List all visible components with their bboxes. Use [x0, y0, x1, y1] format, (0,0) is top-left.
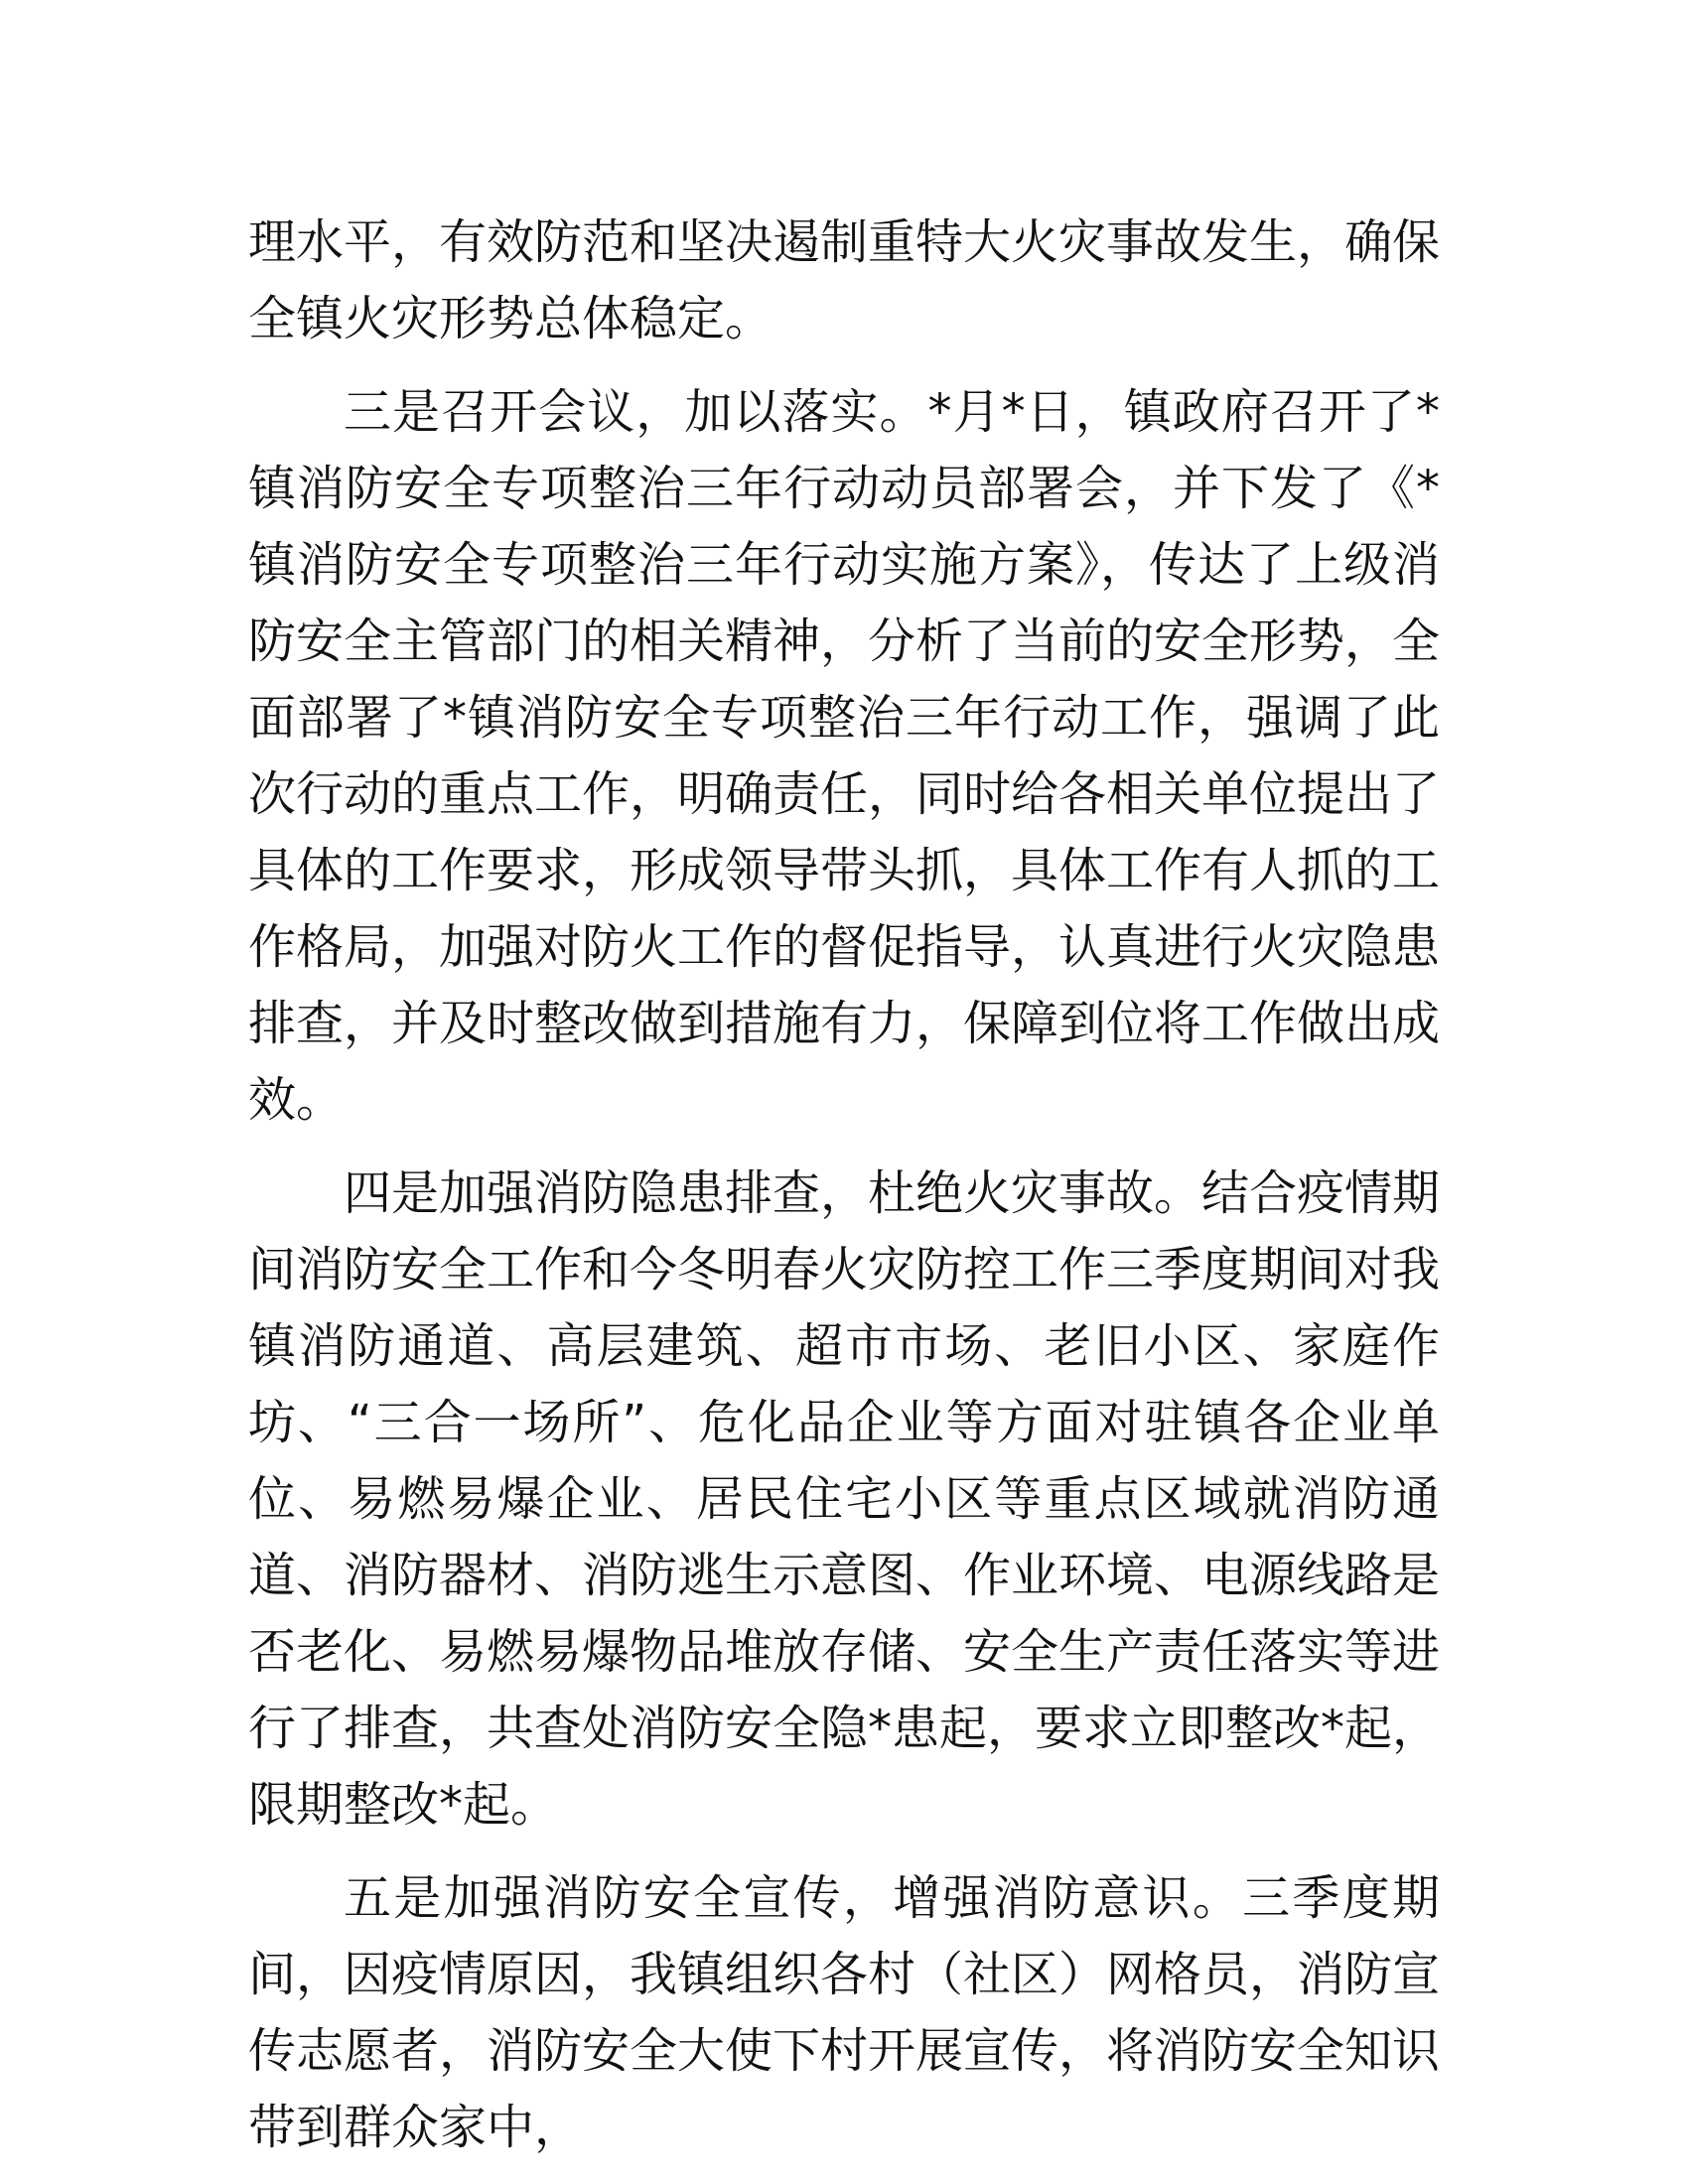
paragraph-4: 五是加强消防安全宣传，增强消防意识。三季度期间，因疫情原因，我镇组织各村（社区）网格员，消防宣传志愿者，消防安全大使下村开展宣传，将消防安全知识带到群众家中， — [248, 1870, 1441, 2155]
paragraph-3: 四是加强消防隐患排查，杜绝火灾事故。结合疫情期间消防安全工作和今冬明春火灾防控工作三季度期间对我镇消防通道、高层建筑、超市市场、老旧小区、家庭作坊、“三合一场所”、危化品企业等方面对驻镇各企业单位、易燃易爆企业、居民住宅小区等重点区域就消防通道、消防器材、消防逃生示意图、作业环境、电源线路是否老化、易燃易爆物品堆放存储、安全生产责任落实等进行了排查，共查处消防安全隐*患起，要求立即整改*起，限期整改*起。 — [248, 1165, 1441, 1833]
paragraph-1: 理水平，有效防范和坚决遏制重特大火灾事故发生，确保全镇火灾形势总体稳定。 — [248, 214, 1441, 346]
paragraph-2: 三是召开会议，加以落实。*月*日，镇政府召开了*镇消防安全专项整治三年行动动员部署会，并下发了《*镇消防安全专项整治三年行动实施方案》，传达了上级消防安全主管部门的相关精神，分析了当前的安全形势，全面部署了*镇消防安全专项整治三年行动工作，强调了此次行动的重点工作，明确责任，同时给各相关单位提出了具体的工作要求，形成领导带头抓，具体工作有人抓的工作格局，加强对防火工作的督促指导，认真进行火灾隐患排查，并及时整改做到措施有力，保障到位将工作做出成效。 — [248, 384, 1441, 1128]
document-body — [248, 205, 1440, 2166]
